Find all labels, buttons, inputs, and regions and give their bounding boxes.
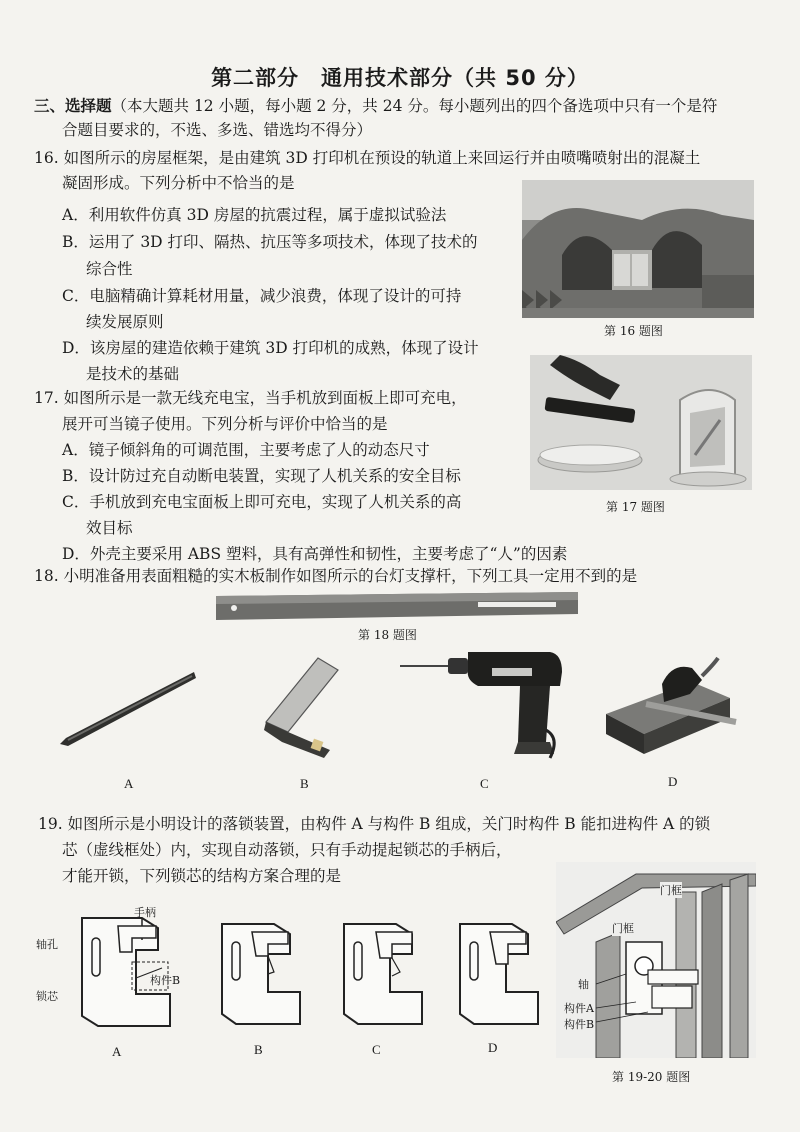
q18-label-c: C [480,776,489,791]
q16-option-c-1: C．电脑精确计算耗材用量，减少浪费，体现了设计的可持 [62,287,462,305]
q18-label-a: A [124,776,134,791]
q16-house-photo [522,180,754,318]
q19-option-d-figure [450,914,550,1030]
q16-stem-2: 凝固形成。下列分析中不恰当的是 [62,174,295,192]
q17-option-c-2: 效目标 [86,519,133,537]
q17-option-a: A．镜子倾斜角的可调范围，主要考虑了人的动态尺寸 [62,441,430,459]
q16-option-d-1: D．该房屋的建造依赖于建筑 3D 打印机的成熟，体现了设计 [62,339,479,357]
section-intro-1: （本大题共 12 小题，每小题 2 分，共 24 分。每小题列出的四个备选项中只有一个是符 [111,97,718,115]
q19-label-axle-hole: 轴孔 [36,938,58,951]
section-heading: 三、选择题 [34,97,112,115]
q17-charger-photo [530,355,752,490]
q18-caption: 第 18 题图 [358,628,417,642]
q16-option-a: A．利用软件仿真 3D 房屋的抗震过程，属于虚拟试验法 [62,206,447,224]
q19-label-d: D [488,1040,498,1055]
q18-tool-a-chisel [58,668,198,748]
section-heading-line [34,96,717,116]
q19-option-b-figure [212,916,312,1030]
q18-stem: 18. 小明准备用表面粗糙的实木板制作如图所示的台灯支撑杆，下列工具一定用不到的是 [34,567,638,585]
q19-label-handle: 手柄 [134,906,156,919]
q19-label-a: A [112,1044,122,1059]
q19-stem-2: 芯（虚线框处）内，实现自动落锁，只有手动提起锁芯的手柄后， [62,841,512,859]
q17-option-d: D．外壳主要采用 ABS 塑料，具有高弹性和韧性，主要考虑了“人”的因素 [62,545,568,563]
q19-label-part-b-right: 构件B [564,1018,595,1031]
q16-option-c-2: 续发展原则 [86,313,164,331]
q19-label-part-b: 构件B [150,974,181,987]
q16-option-b-2: 综合性 [86,260,133,278]
q19-label-axle: 轴 [578,978,589,991]
q19-stem-3: 才能开锁，下列锁芯的结构方案合理的是 [62,867,342,885]
q19-option-a-figure [62,908,192,1034]
q19-stem-1: 19. 如图所示是小明设计的落锁装置，由构件 A 与构件 B 组成，关门时构件 B 能扣进构件 A 的锁 [38,815,711,833]
q18-tool-c-drill [400,650,568,760]
q18-support-rod [216,592,578,622]
q19-caption: 第 19-20 题图 [612,1070,691,1084]
q16-stem-1: 16. 如图所示的房屋框架，是由建筑 3D 打印机在预设的轨道上来回运行并由喷嘴喷射出的混凝土 [34,149,701,167]
q17-option-b: B．设计防过充自动断电装置，实现了人机关系的安全目标 [62,467,461,485]
q17-stem-2: 展开可当镜子使用。下列分析与评价中恰当的是 [62,415,388,433]
q18-label-b: B [300,776,309,791]
q17-option-c-1: C．手机放到充电宝面板上即可充电，实现了人机关系的高 [62,493,462,511]
page-title: 第二部分 通用技术部分（共 50 分） [211,66,589,90]
q19-label-frame-2: 门框 [612,922,634,935]
q18-tool-b-square [262,656,342,760]
q18-label-d: D [668,774,678,789]
section-intro-2: 合题目要求的，不选、多选、错选均不得分） [62,121,373,139]
q18-tool-d-plane [602,654,740,758]
q19-label-core: 锁芯 [36,990,58,1003]
q19-option-c-figure [334,914,434,1030]
q19-label-c: C [372,1042,381,1057]
q17-stem-1: 17. 如图所示是一款无线充电宝，当手机放到面板上即可充电， [34,389,467,407]
q17-caption: 第 17 题图 [606,500,665,514]
q19-label-part-a: 构件A [564,1002,594,1015]
q19-label-frame-1: 门框 [660,884,682,897]
q19-label-b: B [254,1042,263,1057]
q16-caption: 第 16 题图 [604,324,663,338]
q16-option-d-2: 是技术的基础 [86,365,180,383]
q16-option-b-1: B．运用了 3D 打印、隔热、抗压等多项技术，体现了技术的 [62,233,478,251]
